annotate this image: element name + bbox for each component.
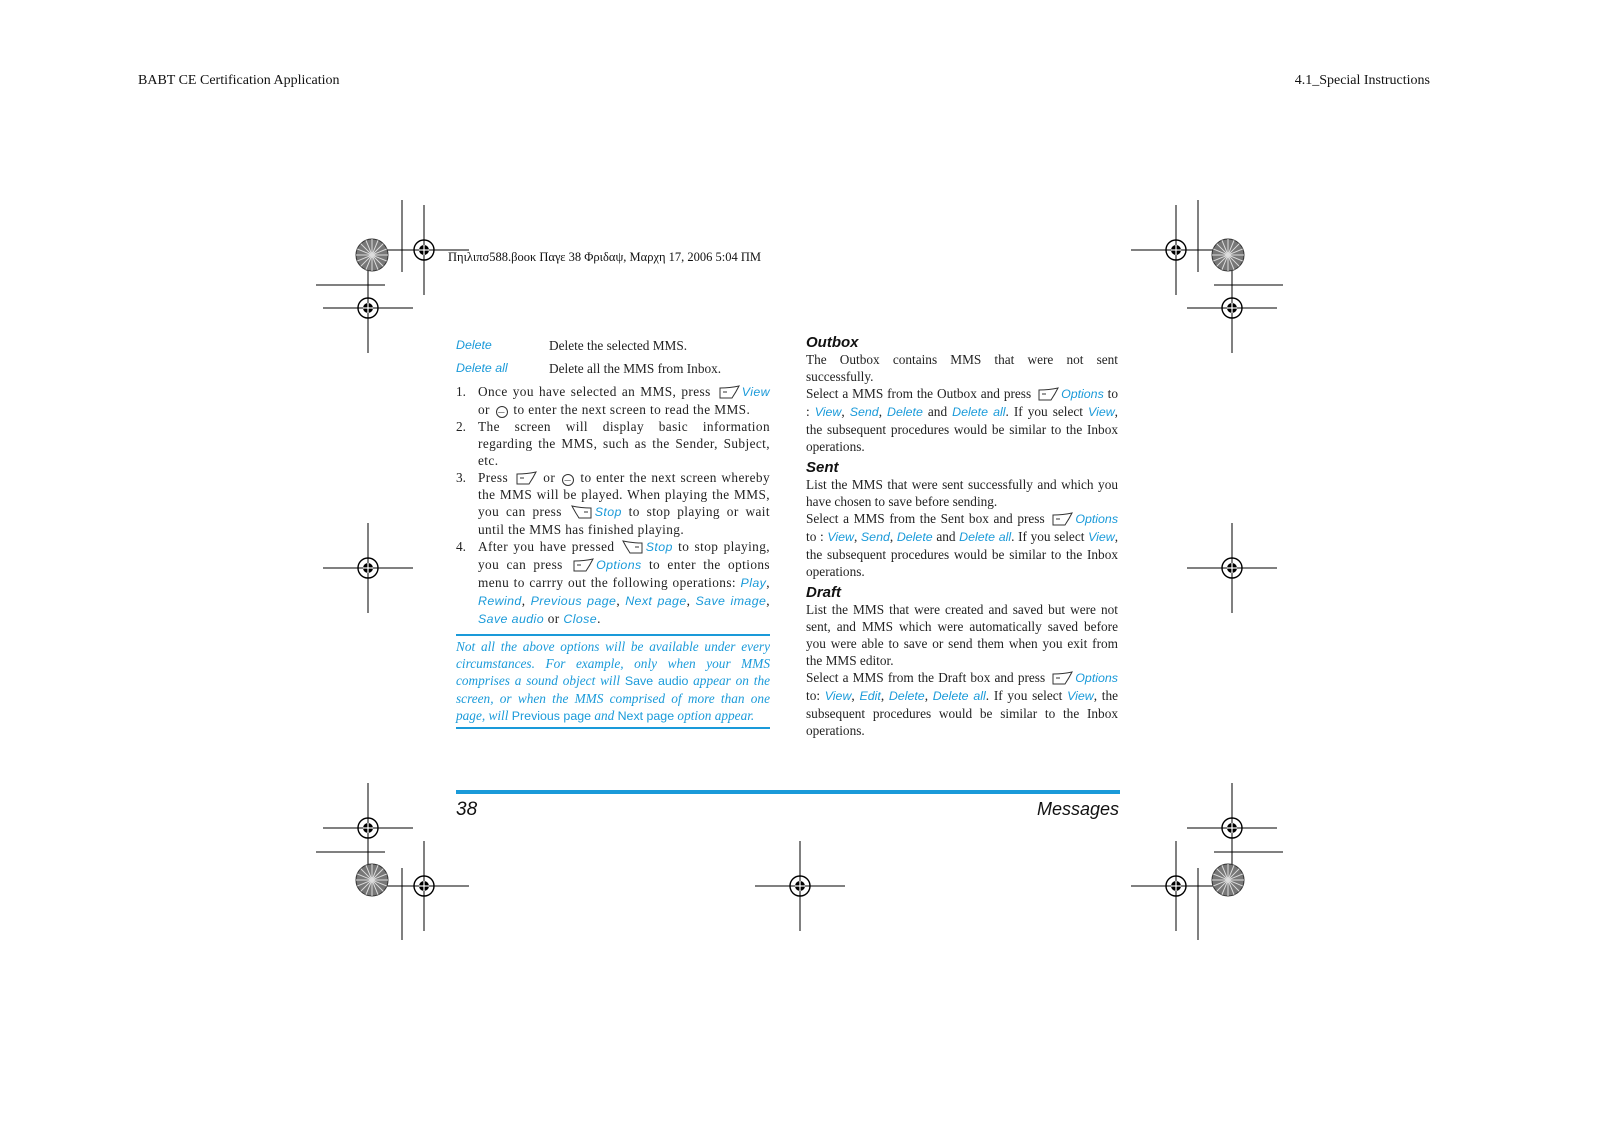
section-title-draft: Draft bbox=[806, 584, 842, 601]
registration-mark-icon bbox=[379, 841, 469, 931]
footer-rule bbox=[456, 790, 1120, 794]
registration-mark-icon bbox=[1131, 841, 1221, 931]
registration-mark-icon bbox=[1187, 263, 1277, 353]
starburst-target-icon bbox=[356, 864, 388, 896]
starburst-target-icon bbox=[1212, 239, 1244, 271]
left-softkey-icon bbox=[572, 557, 594, 572]
registration-mark-icon bbox=[323, 523, 413, 613]
draft-instructions: Select a MMS from the Draft box and press Options to: View, Edit, Delete, Delete all. If you select View, the subsequent procedures would be similar to the Inbox operations. bbox=[806, 670, 1118, 738]
chapter-title: Messages bbox=[1036, 799, 1119, 819]
nav-center-icon: — bbox=[562, 474, 574, 486]
print-slug-line: Πηιλιπσ588.βοοκ Παγε 38 Φριδαψ, Μαρχη 17, 2006 5:04 ΠΜ bbox=[448, 250, 762, 264]
nav-center-icon: — bbox=[496, 406, 508, 418]
registration-mark-icon bbox=[1187, 783, 1277, 873]
option-term: Delete bbox=[456, 338, 492, 352]
registration-mark-icon bbox=[323, 783, 413, 873]
right-softkey-icon bbox=[622, 539, 644, 554]
right-softkey-icon bbox=[571, 504, 593, 519]
left-softkey-icon bbox=[1051, 670, 1073, 685]
registration-mark-icon bbox=[1187, 523, 1277, 613]
section-title-sent: Sent bbox=[806, 459, 839, 476]
draft-paragraph: List the MMS that were created and saved but were not sent, and MMS which were automatically saved before you were able to save or send them when you exit from the MMS editor. bbox=[806, 602, 1118, 668]
document-header-right: 4.1_Special Instructions bbox=[1294, 73, 1430, 88]
steps-list bbox=[456, 383, 770, 628]
outbox-paragraph: The Outbox contains MMS that were not sent successfully. bbox=[806, 352, 1118, 384]
note-box: Not all the above options will be available under every circumstances. For example, only when your MMS comprises a sound object will Save audio appear on the screen, or when the MMS comprised of more than one page, will Previous page and Next page option appear. bbox=[456, 634, 770, 729]
sent-paragraph: List the MMS that were sent successfully and which you have chosen to save before sending. bbox=[806, 477, 1118, 509]
option-desc: Delete all the MMS from Inbox. bbox=[549, 361, 722, 376]
registration-mark-icon bbox=[1131, 205, 1221, 295]
step-number: 3. bbox=[456, 470, 466, 485]
option-desc: Delete the selected MMS. bbox=[549, 338, 688, 353]
step-text: The screen will display basic information regarding the MMS, such as the Sender, Subject, etc. bbox=[478, 419, 770, 468]
left-softkey-icon bbox=[515, 470, 537, 485]
left-softkey-icon bbox=[1051, 511, 1073, 526]
starburst-target-icon bbox=[1212, 864, 1244, 896]
outbox-instructions: Select a MMS from the Outbox and press Options to : View, Send, Delete and Delete all. If you select View, the subsequent procedures would be similar to the Inbox operations. bbox=[806, 386, 1118, 454]
option-term: Delete all bbox=[456, 361, 508, 375]
right-column bbox=[806, 333, 1118, 739]
left-softkey-icon bbox=[718, 384, 740, 399]
step-text: Once you have selected an MMS, press View or — to enter the next screen to read the MMS. bbox=[478, 384, 770, 417]
step-number: 4. bbox=[456, 539, 466, 554]
registration-mark-icon bbox=[755, 841, 845, 931]
section-title-outbox: Outbox bbox=[806, 334, 859, 351]
step-item bbox=[456, 469, 770, 538]
option-row-delete-all bbox=[456, 360, 770, 377]
step-number: 2. bbox=[456, 419, 466, 434]
step-item bbox=[456, 418, 770, 469]
left-column bbox=[456, 337, 770, 729]
sent-instructions: Select a MMS from the Sent box and press Options to : View, Send, Delete and Delete all. If you select View, the subsequent procedures would be similar to the Inbox operations. bbox=[806, 511, 1119, 579]
page-number: 38 bbox=[456, 799, 478, 820]
step-item bbox=[456, 383, 770, 418]
step-number: 1. bbox=[456, 384, 466, 399]
left-softkey-icon bbox=[1037, 386, 1059, 401]
step-item bbox=[456, 538, 770, 628]
option-row-delete bbox=[456, 337, 770, 354]
step-text: Press or — to enter the next screen whereby the MMS will be played. When playing the MMS, you can press Stop to stop playing or wait until the MMS has finished playing. bbox=[478, 470, 770, 537]
document-header-left: BABT CE Certification Application bbox=[138, 73, 340, 88]
registration-mark-icon bbox=[323, 263, 413, 353]
step-text: After you have pressed Stop to stop playing, you can press Options to enter the options menu to carrry out the following operations: Play, Rewind, Previous page, Next page, Save image, Save audio or Close. bbox=[478, 539, 771, 626]
starburst-target-icon bbox=[356, 239, 388, 271]
